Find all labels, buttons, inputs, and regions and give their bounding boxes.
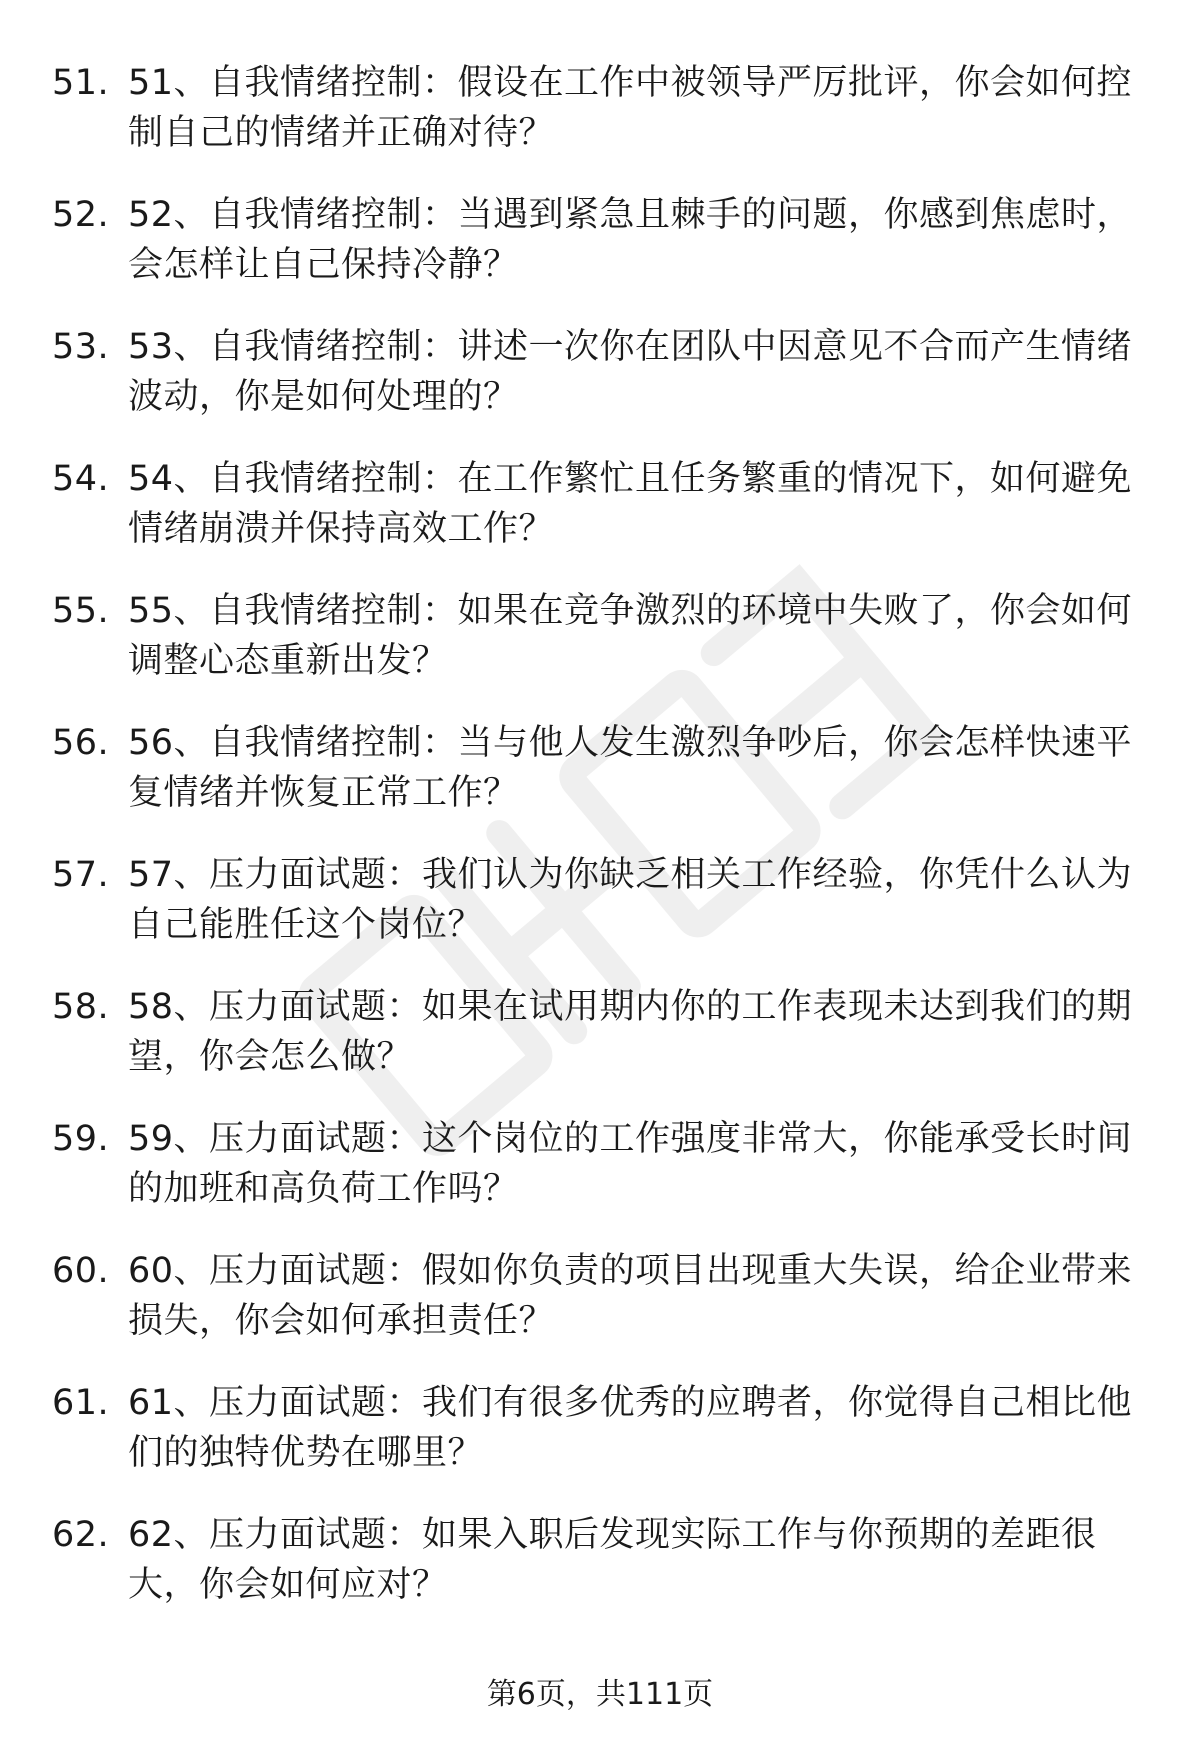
question-item	[52, 1510, 1162, 1642]
question-text: 53、自我情绪控制：讲述一次你在团队中因意见不合而产生情绪波动，你是如何处理的？	[128, 327, 1133, 417]
question-item	[52, 718, 1162, 850]
question-item	[52, 454, 1162, 586]
question-list	[52, 58, 1162, 1642]
question-item	[52, 982, 1162, 1114]
page-number: 第6页，共111页	[486, 1677, 714, 1712]
question-item	[52, 1114, 1162, 1246]
question-text: 56、自我情绪控制：当与他人发生激烈争吵后，你会怎样快速平复情绪并恢复正常工作？	[128, 723, 1133, 813]
question-text: 61、压力面试题：我们有很多优秀的应聘者，你觉得自己相比他们的独特优势在哪里？	[128, 1383, 1133, 1473]
question-text: 52、自我情绪控制：当遇到紧急且棘手的问题，你感到焦虑时，会怎样让自己保持冷静？	[128, 195, 1133, 285]
question-text: 55、自我情绪控制：如果在竞争激烈的环境中失败了，你会如何调整心态重新出发？	[128, 591, 1133, 681]
question-text: 57、压力面试题：我们认为你缺乏相关工作经验，你凭什么认为自己能胜任这个岗位？	[128, 855, 1133, 945]
question-text: 58、压力面试题：如果在试用期内你的工作表现未达到我们的期望，你会怎么做？	[128, 987, 1133, 1077]
question-number: 51.	[52, 63, 110, 103]
question-item	[52, 322, 1162, 454]
question-number: 55.	[52, 591, 110, 631]
question-number: 61.	[52, 1383, 110, 1423]
question-number: 53.	[52, 327, 110, 367]
question-item	[52, 58, 1162, 190]
question-item	[52, 1246, 1162, 1378]
question-number: 52.	[52, 195, 110, 235]
question-item	[52, 850, 1162, 982]
question-number: 57.	[52, 855, 110, 895]
question-number: 58.	[52, 987, 110, 1027]
question-number: 60.	[52, 1251, 110, 1291]
question-text: 54、自我情绪控制：在工作繁忙且任务繁重的情况下，如何避免情绪崩溃并保持高效工作？	[128, 459, 1133, 549]
question-text: 51、自我情绪控制：假设在工作中被领导严厉批评，你会如何控制自己的情绪并正确对待？	[128, 63, 1133, 153]
question-item	[52, 190, 1162, 322]
question-item	[52, 1378, 1162, 1510]
question-number: 56.	[52, 723, 110, 763]
question-text: 60、压力面试题：假如你负责的项目出现重大失误，给企业带来损失，你会如何承担责任？	[128, 1251, 1133, 1341]
question-number: 54.	[52, 459, 110, 499]
question-text: 62、压力面试题：如果入职后发现实际工作与你预期的差距很大，你会如何应对？	[128, 1515, 1097, 1605]
question-number: 62.	[52, 1515, 110, 1555]
question-item	[52, 586, 1162, 718]
question-text: 59、压力面试题：这个岗位的工作强度非常大，你能承受长时间的加班和高负荷工作吗？	[128, 1119, 1133, 1209]
question-number: 59.	[52, 1119, 110, 1159]
